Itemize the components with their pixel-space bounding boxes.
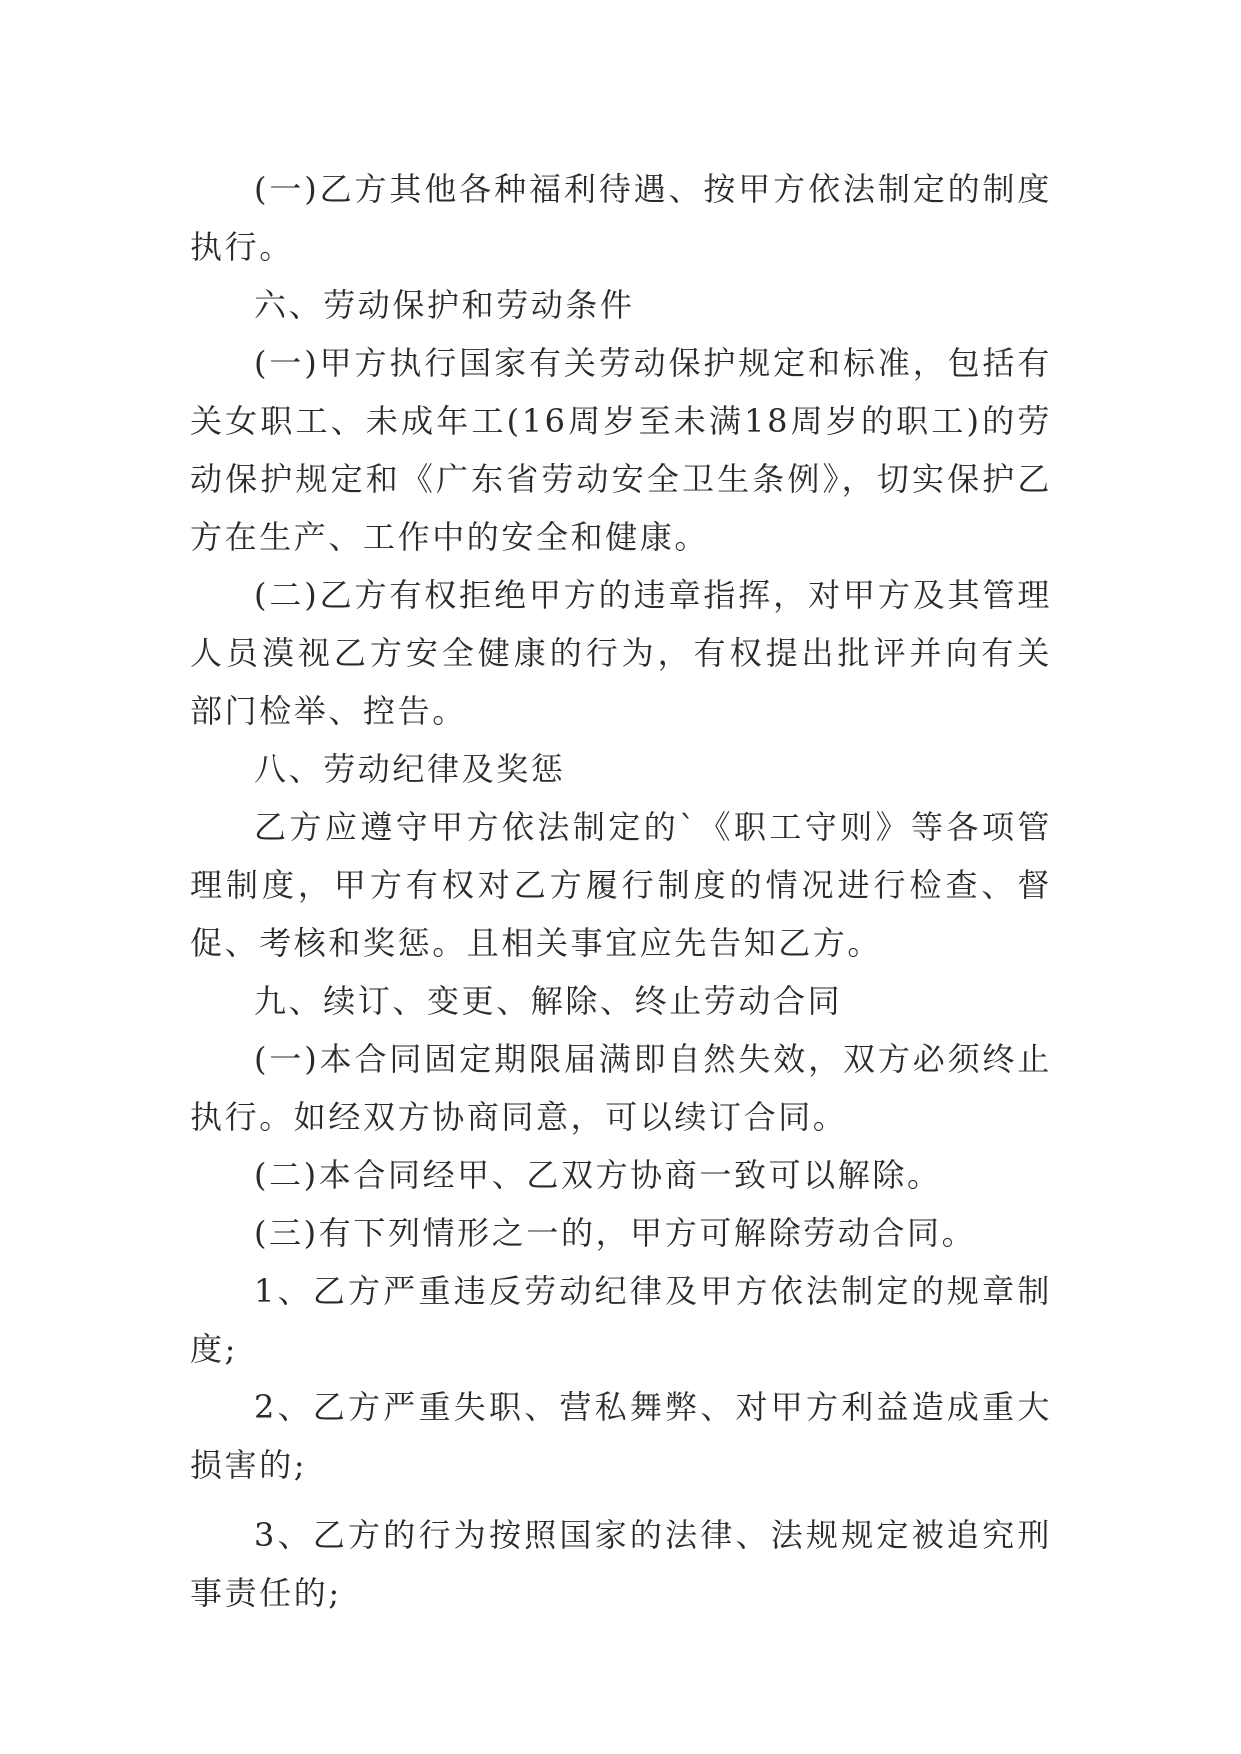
document-body — [190, 160, 1052, 1622]
paragraph-labor-discipline: 乙方应遵守甲方依法制定的`《职工守则》等各项管理制度，甲方有权对乙方履行制度的情况进行检查、督促、考核和奖惩。且相关事宜应先告知乙方。 — [190, 808, 1052, 962]
paragraph-welfare-clause: (一)乙方其他各种福利待遇、按甲方依法制定的制度执行。 — [190, 170, 1052, 266]
section-heading-labor-protection: 六、劳动保护和劳动条件 — [254, 286, 635, 324]
paragraph-termination-3: (三)有下列情形之一的，甲方可解除劳动合同。 — [254, 1214, 977, 1252]
section-heading-contract-termination: 九、续订、变更、解除、终止劳动合同 — [254, 982, 843, 1020]
list-item-2: 2、乙方严重失职、营私舞弊、对甲方利益造成重大损害的; — [190, 1388, 1052, 1484]
paragraph-labor-protection-1: (一)甲方执行国家有关劳动保护规定和标准，包括有关女职工、未成年工(16周岁至未满18周岁的职工)的劳动保护规定和《广东省劳动安全卫生条例》，切实保护乙方在生产、工作中的安全和健康。 — [190, 344, 1052, 556]
list-item-1: 1、乙方严重违反劳动纪律及甲方依法制定的规章制度; — [190, 1272, 1052, 1368]
list-item-3: 3、乙方的行为按照国家的法律、法规规定被追究刑事责任的; — [190, 1516, 1052, 1612]
paragraph-labor-protection-2: (二)乙方有权拒绝甲方的违章指挥，对甲方及其管理人员漠视乙方安全健康的行为，有权提出批评并向有关部门检举、控告。 — [190, 576, 1052, 730]
section-heading-labor-discipline: 八、劳动纪律及奖惩 — [254, 750, 566, 788]
paragraph-termination-1: (一)本合同固定期限届满即自然失效，双方必须终止执行。如经双方协商同意，可以续订合同。 — [190, 1040, 1052, 1136]
paragraph-termination-2: (二)本合同经甲、乙双方协商一致可以解除。 — [254, 1156, 942, 1194]
